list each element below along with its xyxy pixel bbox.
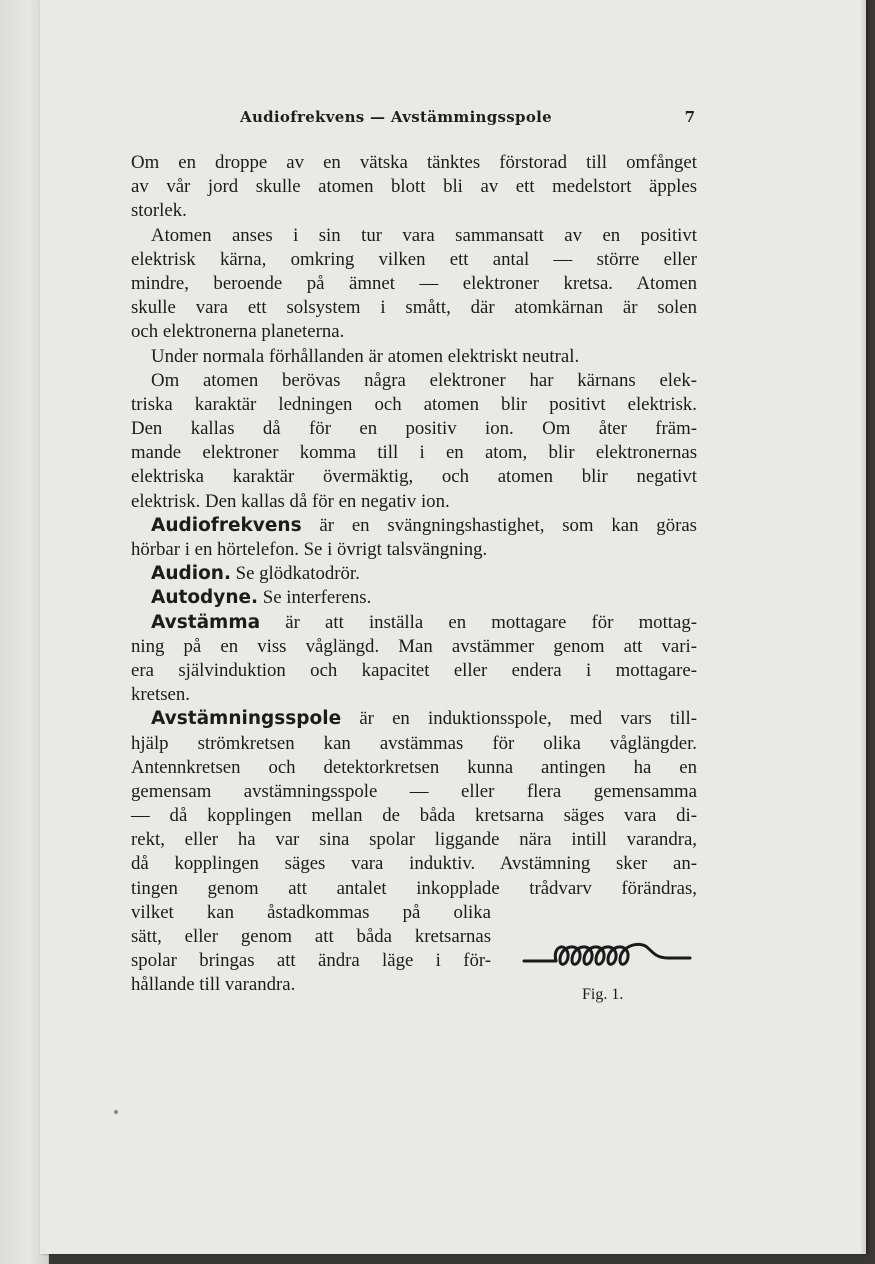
entry-keyword: Avstämma xyxy=(151,611,261,633)
text-line: och elektronerna planeterna. xyxy=(131,321,345,343)
text-line: spolar bringas att ändra läge i för- xyxy=(131,950,491,972)
text-line: elektrisk kärna, omkring vilken ett antal — större eller xyxy=(131,248,697,270)
text-line: Atomen anses i sin tur vara sammansatt av en positivt xyxy=(151,224,697,246)
entry-keyword: Autodyne. xyxy=(151,587,259,609)
text-line: skulle vara ett solsystem i smått, där atomkärnan är solen xyxy=(131,297,697,319)
figure-caption: Fig. 1. xyxy=(582,986,624,1003)
text-line: — då kopplingen mellan de båda kretsarna säges vara di- xyxy=(131,805,697,827)
entry-line: Audiofrekvens är en svängningshastighet, som kan göras xyxy=(151,514,697,536)
text-line: mande elektroner komma till i en atom, blir elektronernas xyxy=(131,442,697,464)
page-body xyxy=(131,151,697,998)
text-line: av vår jord skulle atomen blott bli av ett medelstort äpples xyxy=(131,176,697,198)
text-line: vilket kan åstadkommas på olika xyxy=(131,901,491,923)
text-line: Den kallas då för en positiv ion. Om åter främ- xyxy=(131,418,697,440)
paper-speck xyxy=(114,1110,118,1114)
text-line: hörbar i en hörtelefon. Se i övrigt talsvängning. xyxy=(131,539,488,560)
text-line: då kopplingen säges vara induktiv. Avstämning sker an- xyxy=(131,853,697,875)
entry-line: Avstämningsspole är en induktionsspole, med vars till- xyxy=(151,708,697,730)
text-line: mindre, beroende på ämnet — elektroner kretsa. Atomen xyxy=(131,272,697,294)
text-line: triska karaktär ledningen och atomen blir positivt elektrisk. xyxy=(131,393,697,415)
entry-line: Avstämma är att inställa en mottagare för mottag- xyxy=(151,611,697,633)
text-line: Antennkretsen och detektorkretsen kunna antingen ha en xyxy=(131,756,697,778)
text-line: Under normala förhållanden är atomen elektriskt neutral. xyxy=(151,345,580,367)
text-line: hållande till varandra. xyxy=(131,974,296,996)
text-line: elektriska karaktär övermäktig, och atomen blir negativt xyxy=(131,466,697,488)
text-line: Om atomen berövas några elektroner har kärnans elek- xyxy=(151,369,697,391)
text-line: kretsen. xyxy=(131,684,190,706)
text-line: hjälp strömkretsen kan avstämmas för olika våglängder. xyxy=(131,732,697,754)
entry-line: Autodyne. Se interferens. xyxy=(151,587,372,609)
book-page xyxy=(40,0,866,1254)
text-line: sätt, eller genom att båda kretsarnas xyxy=(131,926,491,947)
text-line: elektrisk. Den kallas då för en negativ ion. xyxy=(131,490,450,512)
text-line: era självinduktion och kapacitet eller endera i mottagare- xyxy=(131,659,697,681)
entry-keyword: Avstämningsspole xyxy=(151,708,342,730)
entry-keyword: Audiofrekvens xyxy=(151,514,302,536)
text-line: rekt, eller ha var sina spolar liggande nära intill varandra, xyxy=(131,829,697,851)
text-line: tingen genom att antalet inkopplade trådvarv förändras, xyxy=(131,877,697,899)
entry-line: Audion. Se glödkatodrör. xyxy=(151,563,360,585)
entry-keyword: Audion. xyxy=(151,563,231,585)
text-line: Om en droppe av en vätska tänktes förstorad till omfånget xyxy=(131,152,697,173)
text-line: storlek. xyxy=(131,200,187,222)
text-line: ning på en viss våglängd. Man avstämmer genom att vari- xyxy=(131,635,697,657)
header-title: Audiofrekvens — Avstämmingsspole xyxy=(240,108,552,126)
text-line: gemensam avstämningsspole — eller flera gemensamma xyxy=(131,780,697,802)
page-number: 7 xyxy=(684,108,695,126)
